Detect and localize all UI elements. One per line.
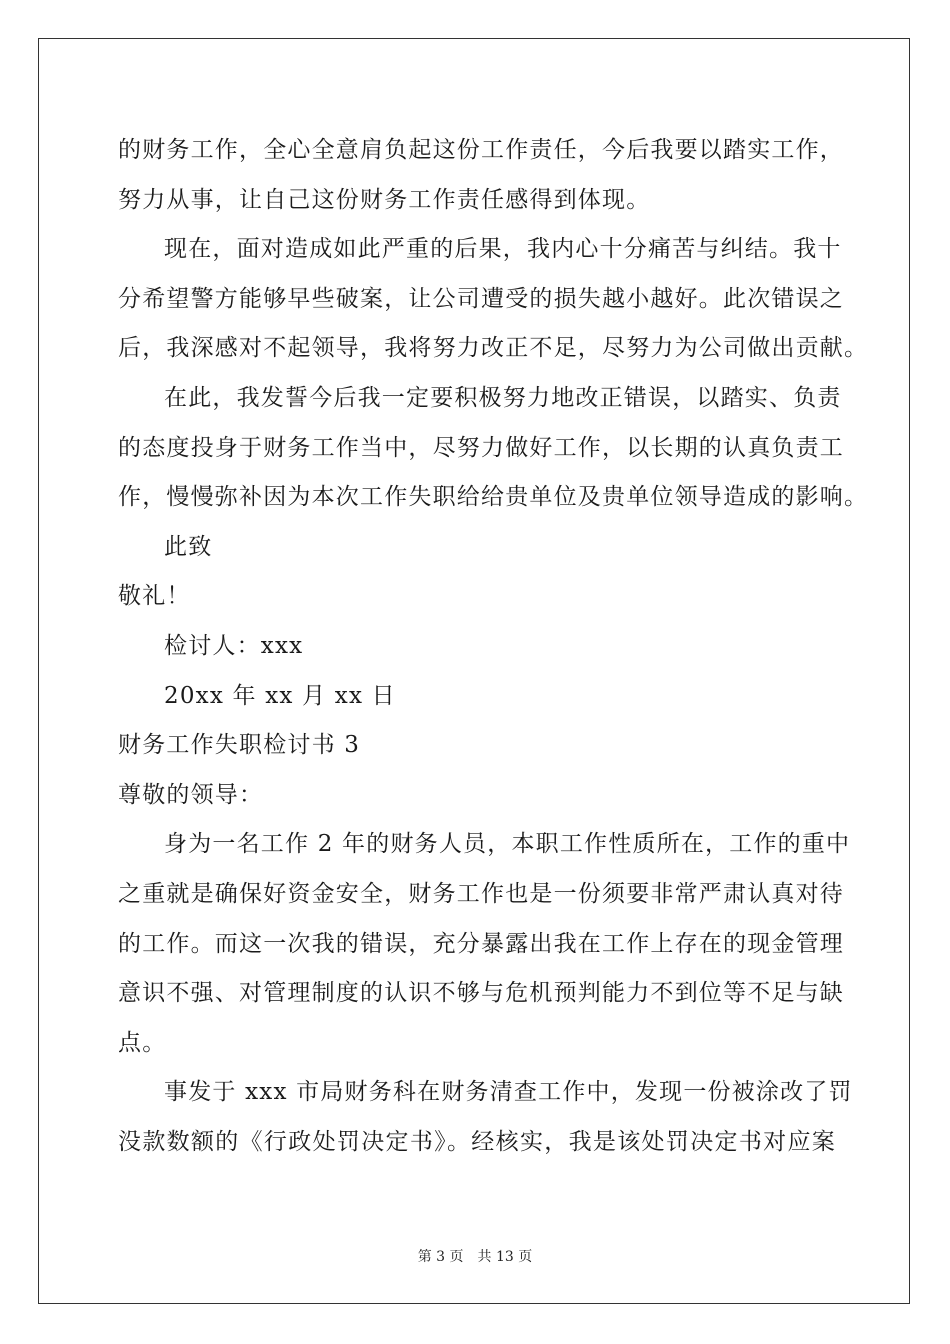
date-line: 20xx 年 xx 月 xx 日 bbox=[164, 682, 396, 709]
text-line: 身为一名工作 2 年的财务人员，本职工作性质所在，工作的重中 bbox=[164, 831, 851, 858]
document-body bbox=[118, 126, 869, 1167]
text-line: 在此，我发誓今后我一定要积极努力地改正错误，以踏实、负责 bbox=[164, 384, 842, 411]
text-line: 努力从事，让自己这份财务工作责任感得到体现。 bbox=[118, 186, 651, 213]
closing-regards: 敬礼！ bbox=[118, 583, 191, 610]
page-footer bbox=[0, 1246, 950, 1266]
text-line: 现在，面对造成如此严重的后果，我内心十分痛苦与纠结。我十 bbox=[164, 236, 842, 263]
page-number: 第 3 页 bbox=[417, 1249, 464, 1265]
signature-line: 检讨人：xxx bbox=[164, 632, 304, 659]
section-title: 财务工作失职检讨书 3 bbox=[118, 732, 361, 759]
text-line: 后，我深感对不起领导，我将努力改正不足，尽努力为公司做出贡献。 bbox=[118, 335, 869, 362]
text-line: 意识不强、对管理制度的认识不够与危机预判能力不到位等不足与缺 bbox=[118, 980, 844, 1007]
text-line: 点。 bbox=[118, 1029, 167, 1056]
page-total: 共 13 页 bbox=[477, 1249, 533, 1265]
text-line: 的态度投身于财务工作当中，尽努力做好工作，以长期的认真负责工 bbox=[118, 434, 844, 461]
closing-salutation: 此致 bbox=[164, 533, 213, 560]
text-line: 事发于 xxx 市局财务科在财务清查工作中，发现一份被涂改了罚 bbox=[164, 1079, 853, 1106]
text-line: 分希望警方能够早些破案，让公司遭受的损失越小越好。此次错误之 bbox=[118, 285, 844, 312]
text-line: 的财务工作，全心全意肩负起这份工作责任，今后我要以踏实工作， bbox=[118, 137, 844, 163]
text-line: 没款数额的《行政处罚决定书》。经核实，我是该处罚决定书对应案 bbox=[118, 1128, 836, 1155]
text-line: 作，慢慢弥补因为本次工作失职给给贵单位及贵单位领导造成的影响。 bbox=[118, 484, 869, 511]
greeting-line: 尊敬的领导： bbox=[118, 781, 264, 808]
text-line: 的工作。而这一次我的错误，充分暴露出我在工作上存在的现金管理 bbox=[118, 930, 844, 957]
text-line: 之重就是确保好资金安全，财务工作也是一份须要非常严肃认真对待 bbox=[118, 880, 844, 907]
